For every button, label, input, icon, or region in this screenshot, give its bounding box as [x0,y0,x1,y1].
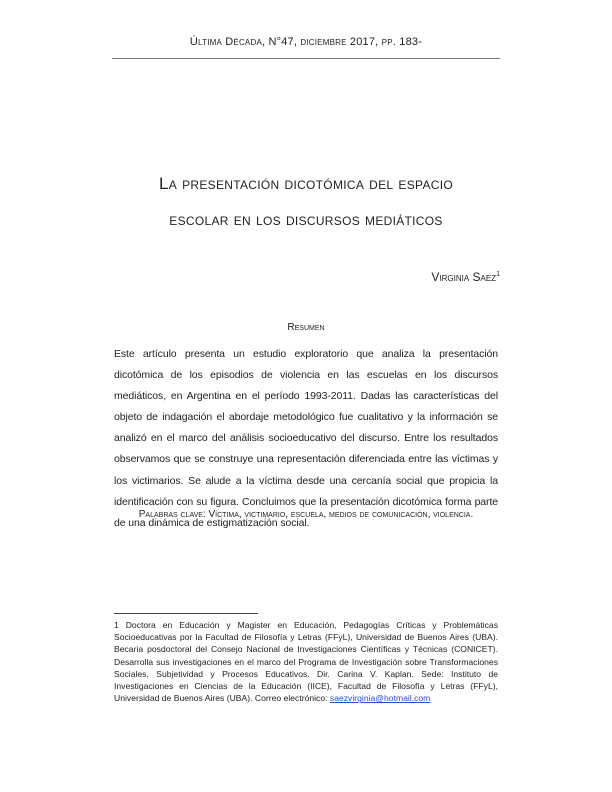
abstract-heading: Resumen [287,322,325,333]
author-name: Virginia Saez [431,270,497,284]
author-footnote-marker[interactable]: 1 [496,271,500,278]
title-line-1: La presentación dicotómica del espacio [158,174,453,193]
footnote-text: 1 Doctora en Educación y Magister en Educación, Pedagogías Críticas y Problemáticas Socioeducativas por la Facultad de Filosofía y Letras (FFyL), Universidad de Buenos Aires (UBA). Becaria posdoctoral del Consejo Nacional de Investigaciones Científicas y Técnicas (CONICET). Desarrolla sus investigaciones en el marco del Programa de Investigación sobre Transformaciones Sociales, Subjetividad y Procesos Educativos. Dir. Carina V. Kaplan. Sede: Instituto de Investigaciones en Ciencias de la Educación (IICE), Facultad de Filosofía y Letras (FFyL), Universidad de Buenos Aires (UBA). Correo electrónico: [114,620,498,704]
footnote-divider [114,613,258,614]
header-divider [112,58,500,59]
author-byline [431,270,500,284]
abstract-text: Este artículo presenta un estudio exploratorio que analiza la presentación dicotómica de los episodios de violencia en las escuelas en los discursos mediáticos, en Argentina en el período 1993-2011. Dadas las características del objeto de indagación el abordaje metodológico fue cualitativo y la información se analizó en el marco del análisis socioeducativo del discurso. Entre los resultados observamos que se construye una representación diferenciada entre las víctimas y los victimarios. Se alude a la víctima desde una cercanía social que propicia la identificación con su figura. Concluimos que la presentación dicotómica forma parte de una dinámica de estigmatización social. [114,348,498,529]
article-title [60,166,552,238]
email-link[interactable]: saezvirginia@hotmail.com [329,693,431,704]
footnote [114,619,498,704]
title-line-2: escolar en los discursos mediáticos [169,210,443,229]
keywords: Palabras clave: Víctima, victimario, escuela, medios de comunicación, violencia. [138,509,474,520]
running-header: Última Década, N°47, diciembre 2017, pp. 183- [189,36,423,48]
